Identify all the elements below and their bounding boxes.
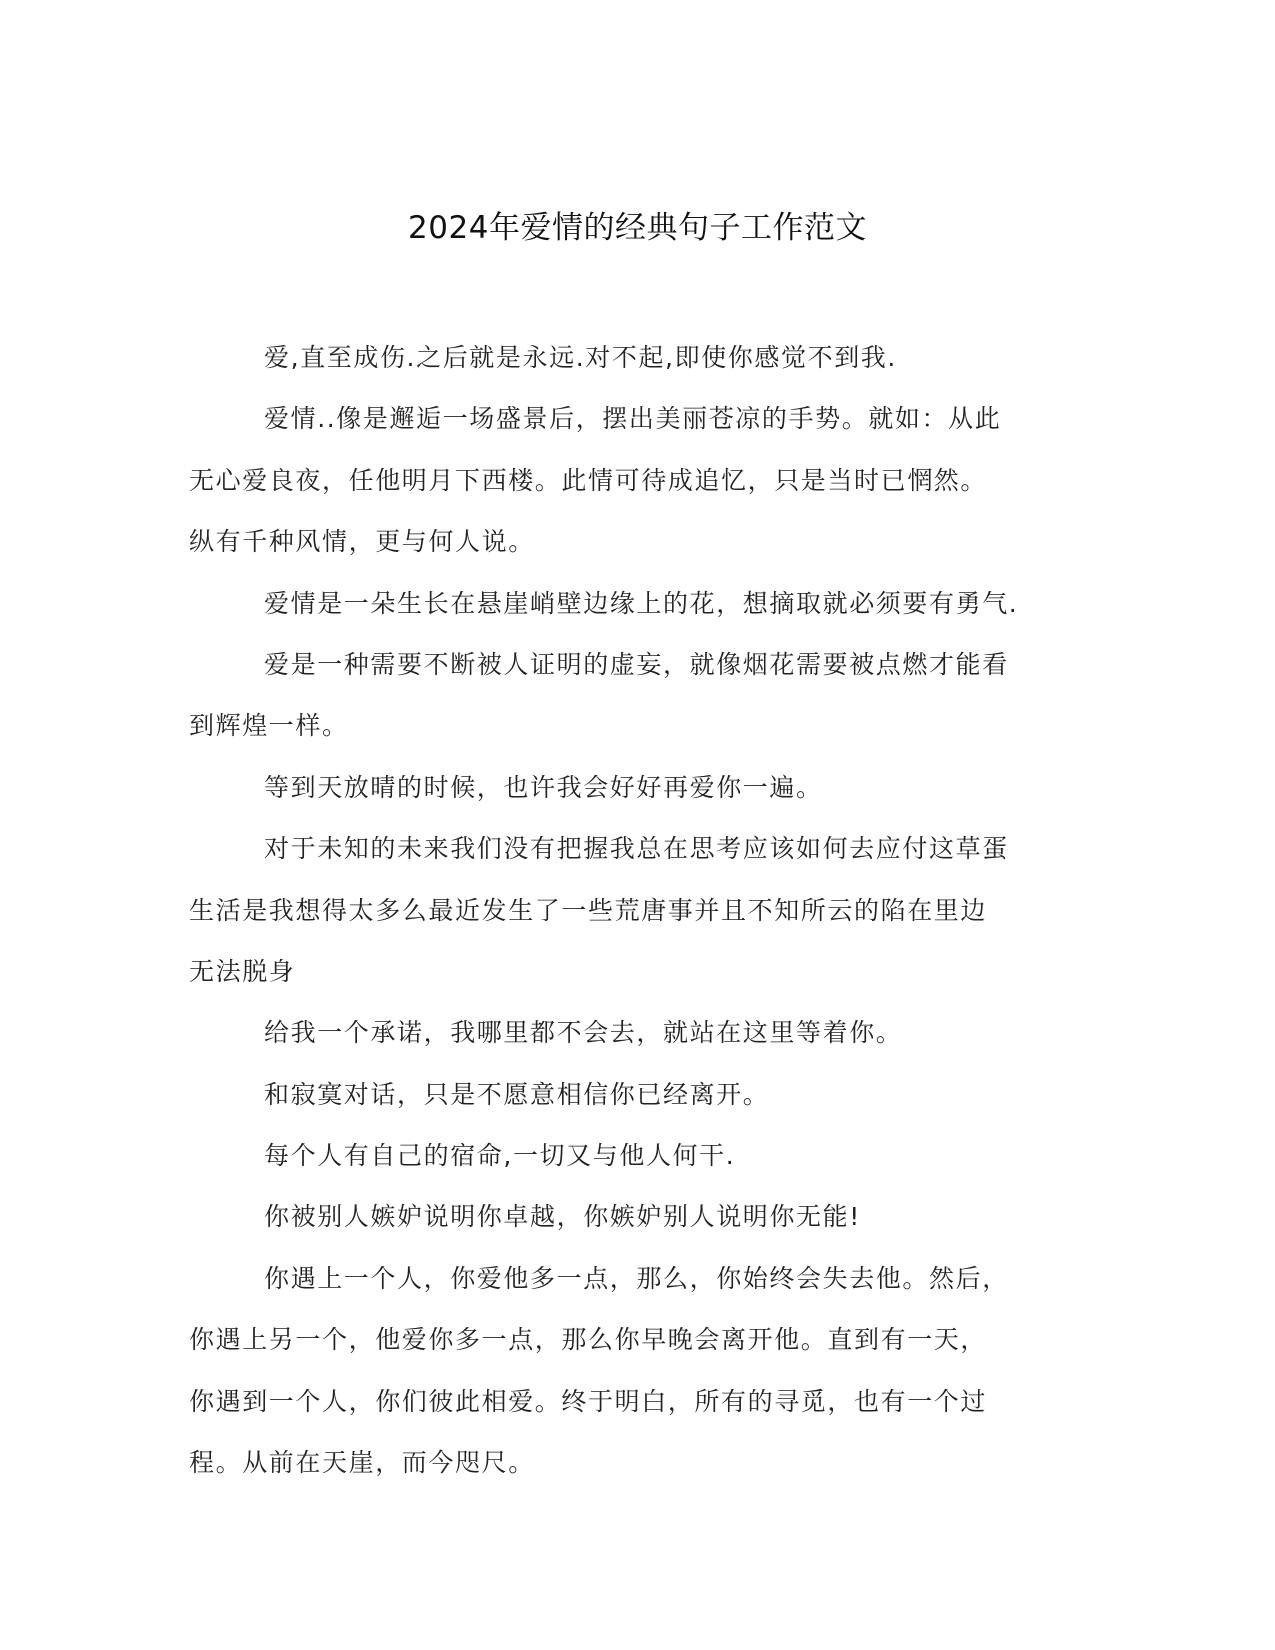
- document-body: [189, 327, 1089, 1493]
- paragraph: [189, 1125, 1089, 1186]
- paragraph-line: 你被别人嫉妒说明你卓越，你嫉妒别人说明你无能!: [264, 1202, 861, 1232]
- paragraph: [189, 1186, 1089, 1247]
- paragraph: [189, 1248, 1089, 1494]
- paragraph: [189, 1064, 1089, 1125]
- paragraph-line: 爱是一种需要不断被人证明的虚妄，就像烟花需要被点燃才能看: [264, 649, 1009, 679]
- paragraph: [189, 388, 1089, 572]
- paragraph-line: 对于未知的未来我们没有把握我总在思考应该如何去应付这草蛋: [264, 834, 1009, 864]
- paragraph-line: 爱情是一朵生长在悬崖峭壁边缘上的花，想摘取就必须要有勇气.: [264, 588, 1019, 618]
- paragraph: [189, 757, 1089, 818]
- paragraph: [189, 818, 1089, 1002]
- paragraph-line: 爱情..像是邂逅一场盛景后，摆出美丽苍凉的手势。就如：从此: [264, 404, 1002, 434]
- paragraph-line: 你遇上一个人，你爱他多一点，那么，你始终会失去他。然后，: [264, 1263, 1009, 1293]
- paragraph-line: 到辉煌一样。: [189, 711, 349, 741]
- paragraph-line: 爱,直至成伤.之后就是永远.对不起,即使你感觉不到我.: [264, 343, 897, 372]
- paragraph-line: 无心爱良夜，任他明月下西楼。此情可待成追忆，只是当时已惘然。: [189, 465, 988, 495]
- paragraph-line: 纵有千种风情，更与何人说。: [189, 527, 535, 557]
- document-title: 2024年爱情的经典句子工作范文: [408, 210, 867, 246]
- paragraph-line: 生活是我想得太多么最近发生了一些荒唐事并且不知所云的陷在里边: [189, 895, 988, 925]
- paragraph: [189, 327, 1089, 388]
- paragraph-line: 给我一个承诺，我哪里都不会去，就站在这里等着你。: [264, 1018, 903, 1048]
- paragraph-line: 和寂寞对话，只是不愿意相信你已经离开。: [264, 1079, 770, 1109]
- paragraph-line: 等到天放晴的时候，也许我会好好再爱你一遍。: [264, 772, 823, 802]
- paragraph-line: 每个人有自己的宿命,一切又与他人何干.: [264, 1141, 736, 1171]
- paragraph-line: 你遇上另一个，他爱你多一点，那么你早晚会离开他。直到有一天，: [189, 1325, 988, 1355]
- paragraph-line: 无法脱身: [189, 956, 296, 986]
- paragraph: [189, 634, 1089, 757]
- paragraph-line: 程。从前在天崖，而今咫尺。: [189, 1448, 535, 1478]
- paragraph: [189, 573, 1089, 634]
- paragraph-line: 你遇到一个人，你们彼此相爱。终于明白，所有的寻觅，也有一个过: [189, 1386, 988, 1416]
- paragraph: [189, 1002, 1089, 1063]
